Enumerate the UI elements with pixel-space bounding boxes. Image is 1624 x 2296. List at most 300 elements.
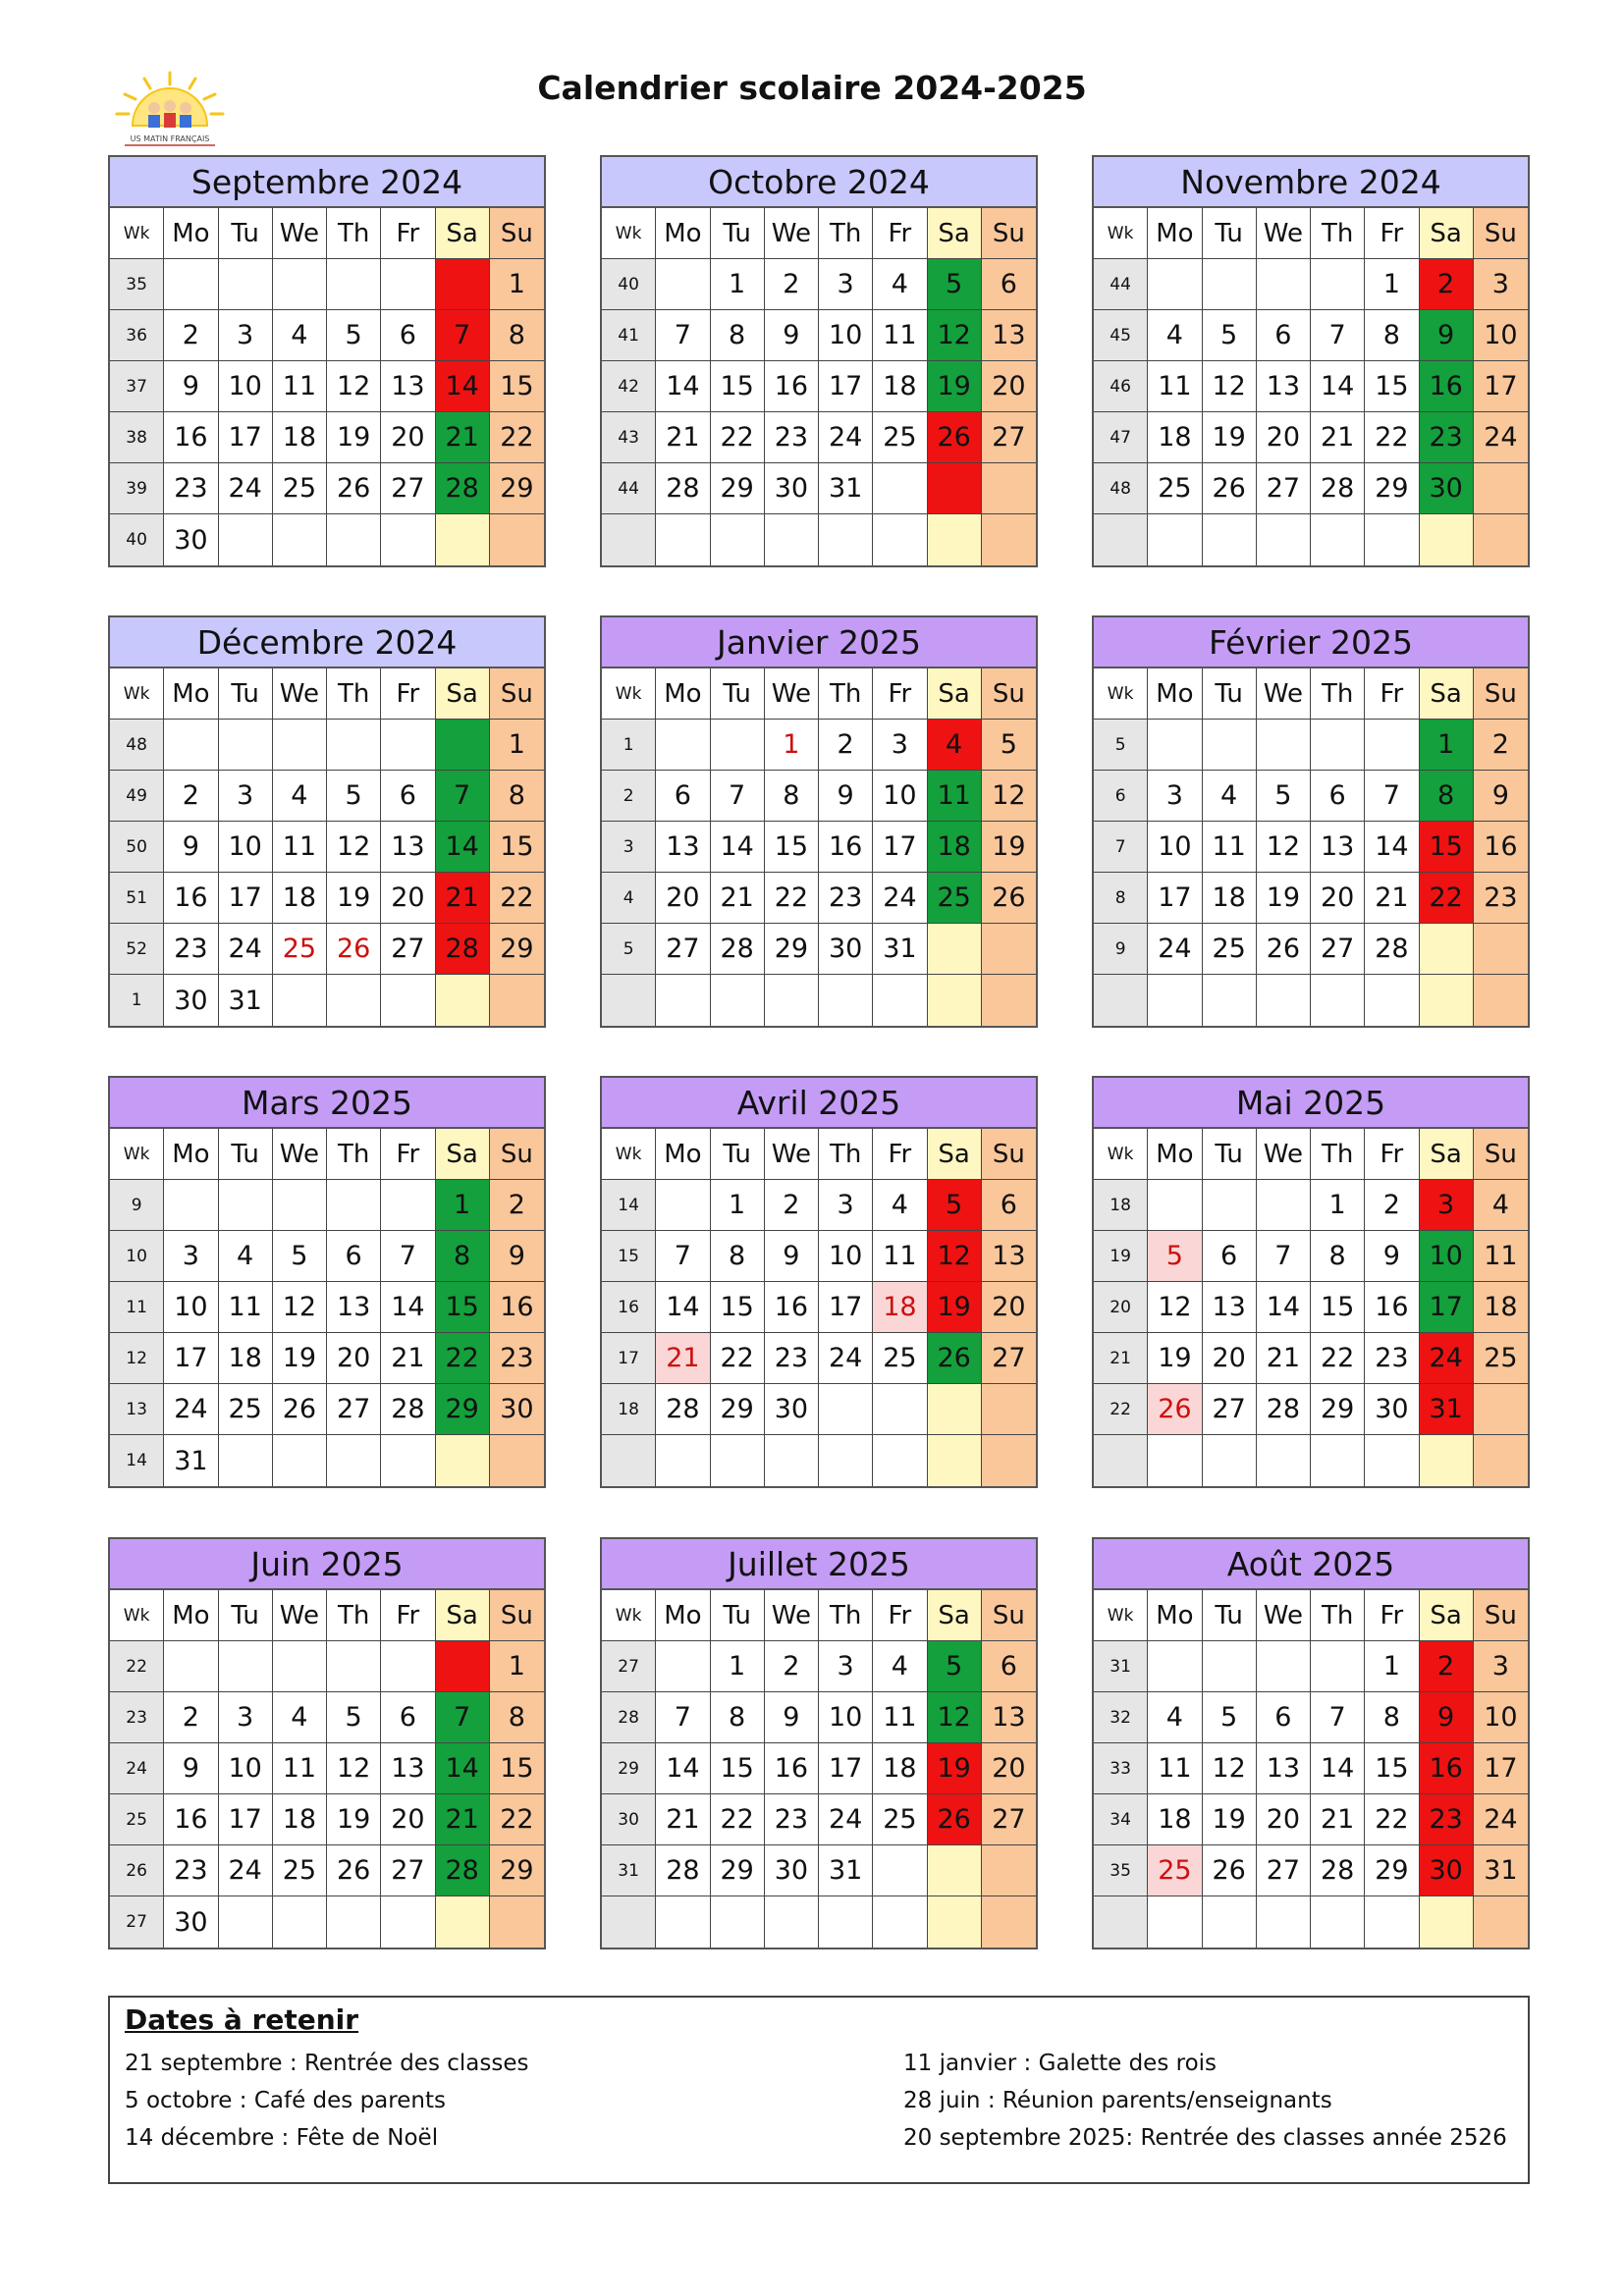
day-cell bbox=[873, 1435, 927, 1486]
day-cell: 18 bbox=[273, 412, 327, 463]
day-cell: 14 bbox=[1365, 822, 1419, 873]
day-cell: 20 bbox=[982, 361, 1036, 412]
week-number: 25 bbox=[110, 1794, 164, 1845]
day-cell: 30 bbox=[765, 1384, 819, 1435]
weekday-header: Su bbox=[490, 1590, 544, 1641]
weekday-header: Sa bbox=[928, 668, 982, 720]
month-calendar bbox=[1092, 155, 1530, 567]
date-item: 20 septembre 2025: Rentrée des classes année 2526 bbox=[903, 2125, 1507, 2151]
weekday-header: Wk bbox=[602, 1590, 656, 1641]
weekday-header: Sa bbox=[1420, 1590, 1474, 1641]
day-cell bbox=[1311, 1641, 1365, 1692]
day-cell: 4 bbox=[928, 720, 982, 771]
day-cell: 31 bbox=[1474, 1845, 1528, 1896]
weekday-header: Mo bbox=[164, 208, 218, 259]
day-cell: 15 bbox=[436, 1282, 490, 1333]
weekday-header: Mo bbox=[164, 668, 218, 720]
day-cell bbox=[1203, 514, 1257, 565]
day-cell bbox=[656, 975, 710, 1026]
day-cell: 1 bbox=[436, 1180, 490, 1231]
week-number bbox=[602, 514, 656, 565]
week-number: 14 bbox=[602, 1180, 656, 1231]
day-cell: 16 bbox=[164, 412, 218, 463]
day-cell: 10 bbox=[1474, 1692, 1528, 1743]
date-item: 21 septembre : Rentrée des classes bbox=[125, 2051, 529, 2076]
day-cell: 13 bbox=[982, 310, 1036, 361]
day-cell bbox=[436, 1896, 490, 1948]
day-cell bbox=[1474, 1896, 1528, 1948]
week-number: 44 bbox=[602, 463, 656, 514]
day-cell bbox=[873, 975, 927, 1026]
day-cell: 4 bbox=[873, 1641, 927, 1692]
week-number: 17 bbox=[602, 1333, 656, 1384]
day-cell: 9 bbox=[765, 1692, 819, 1743]
day-cell: 6 bbox=[982, 1180, 1036, 1231]
day-cell: 5 bbox=[928, 1641, 982, 1692]
day-cell: 26 bbox=[1203, 1845, 1257, 1896]
day-cell: 6 bbox=[381, 771, 435, 822]
day-cell: 22 bbox=[1365, 412, 1419, 463]
day-cell: 3 bbox=[219, 771, 273, 822]
day-cell: 24 bbox=[819, 412, 873, 463]
day-cell: 17 bbox=[219, 873, 273, 924]
day-cell: 17 bbox=[1474, 361, 1528, 412]
day-cell bbox=[327, 259, 381, 310]
day-cell: 25 bbox=[928, 873, 982, 924]
day-cell: 28 bbox=[656, 1384, 710, 1435]
month-calendar bbox=[108, 155, 546, 567]
day-cell bbox=[1257, 514, 1311, 565]
day-cell bbox=[656, 259, 710, 310]
day-cell: 25 bbox=[1203, 924, 1257, 975]
day-cell: 24 bbox=[164, 1384, 218, 1435]
day-cell bbox=[219, 514, 273, 565]
day-cell: 14 bbox=[1257, 1282, 1311, 1333]
day-cell: 18 bbox=[928, 822, 982, 873]
week-number: 45 bbox=[1094, 310, 1148, 361]
day-cell bbox=[1203, 1435, 1257, 1486]
day-cell: 22 bbox=[1311, 1333, 1365, 1384]
day-cell: 18 bbox=[873, 361, 927, 412]
week-number: 31 bbox=[1094, 1641, 1148, 1692]
day-cell: 20 bbox=[1257, 412, 1311, 463]
day-cell: 21 bbox=[381, 1333, 435, 1384]
day-cell bbox=[327, 1435, 381, 1486]
day-cell: 12 bbox=[1203, 1743, 1257, 1794]
weekday-header: We bbox=[765, 1129, 819, 1180]
weekday-header: Su bbox=[982, 668, 1036, 720]
day-cell: 3 bbox=[819, 1641, 873, 1692]
day-cell bbox=[327, 514, 381, 565]
day-cell: 23 bbox=[1420, 1794, 1474, 1845]
day-cell bbox=[273, 514, 327, 565]
day-cell bbox=[656, 720, 710, 771]
day-cell bbox=[381, 514, 435, 565]
day-cell: 13 bbox=[1203, 1282, 1257, 1333]
day-cell: 10 bbox=[219, 1743, 273, 1794]
day-cell: 3 bbox=[819, 1180, 873, 1231]
day-cell bbox=[273, 1435, 327, 1486]
week-number: 40 bbox=[602, 259, 656, 310]
day-cell: 5 bbox=[273, 1231, 327, 1282]
week-number: 1 bbox=[110, 975, 164, 1026]
day-cell bbox=[1148, 1641, 1202, 1692]
weekday-header: Wk bbox=[1094, 668, 1148, 720]
day-cell bbox=[1311, 1435, 1365, 1486]
day-cell: 28 bbox=[436, 463, 490, 514]
day-cell: 29 bbox=[490, 924, 544, 975]
day-cell: 6 bbox=[1311, 771, 1365, 822]
weekday-header: Wk bbox=[110, 668, 164, 720]
week-number: 52 bbox=[110, 924, 164, 975]
day-cell bbox=[873, 514, 927, 565]
day-cell bbox=[711, 975, 765, 1026]
day-cell bbox=[711, 514, 765, 565]
weekday-header: Sa bbox=[928, 208, 982, 259]
day-cell: 24 bbox=[1148, 924, 1202, 975]
day-cell bbox=[819, 975, 873, 1026]
day-cell bbox=[164, 720, 218, 771]
weekday-header: Mo bbox=[656, 1129, 710, 1180]
week-number: 32 bbox=[1094, 1692, 1148, 1743]
day-cell: 28 bbox=[1365, 924, 1419, 975]
day-cell: 23 bbox=[765, 412, 819, 463]
day-cell: 7 bbox=[436, 771, 490, 822]
day-cell: 23 bbox=[765, 1333, 819, 1384]
date-item: 5 octobre : Café des parents bbox=[125, 2088, 446, 2113]
week-number: 6 bbox=[1094, 771, 1148, 822]
week-number: 37 bbox=[110, 361, 164, 412]
day-cell: 15 bbox=[1365, 1743, 1419, 1794]
day-cell: 13 bbox=[982, 1692, 1036, 1743]
day-cell bbox=[873, 1845, 927, 1896]
day-cell: 30 bbox=[765, 463, 819, 514]
weekday-header: Fr bbox=[873, 668, 927, 720]
day-cell: 11 bbox=[1148, 361, 1202, 412]
day-cell bbox=[1365, 514, 1419, 565]
day-cell: 31 bbox=[819, 1845, 873, 1896]
day-cell bbox=[1257, 975, 1311, 1026]
day-cell bbox=[765, 1896, 819, 1948]
day-cell: 16 bbox=[1420, 361, 1474, 412]
day-cell: 13 bbox=[381, 1743, 435, 1794]
day-cell: 12 bbox=[327, 822, 381, 873]
day-cell bbox=[273, 1180, 327, 1231]
weekday-header: Tu bbox=[1203, 208, 1257, 259]
day-cell: 25 bbox=[1148, 1845, 1202, 1896]
day-cell bbox=[1203, 1896, 1257, 1948]
week-number: 50 bbox=[110, 822, 164, 873]
day-cell: 24 bbox=[219, 1845, 273, 1896]
week-number: 27 bbox=[110, 1896, 164, 1948]
weekday-header: Sa bbox=[436, 1129, 490, 1180]
day-cell: 4 bbox=[219, 1231, 273, 1282]
day-cell: 1 bbox=[711, 259, 765, 310]
month-title: Février 2025 bbox=[1094, 617, 1528, 668]
day-cell bbox=[1257, 1896, 1311, 1948]
day-cell: 28 bbox=[436, 924, 490, 975]
day-cell bbox=[1148, 1435, 1202, 1486]
day-cell bbox=[765, 1435, 819, 1486]
week-number: 35 bbox=[1094, 1845, 1148, 1896]
weekday-header: We bbox=[273, 208, 327, 259]
week-number bbox=[602, 1896, 656, 1948]
day-cell: 9 bbox=[1474, 771, 1528, 822]
day-cell: 19 bbox=[1257, 873, 1311, 924]
day-cell bbox=[327, 1896, 381, 1948]
day-cell: 5 bbox=[327, 1692, 381, 1743]
week-number: 47 bbox=[1094, 412, 1148, 463]
week-number: 33 bbox=[1094, 1743, 1148, 1794]
day-cell: 26 bbox=[982, 873, 1036, 924]
day-cell bbox=[1203, 259, 1257, 310]
day-cell bbox=[873, 1384, 927, 1435]
day-cell: 12 bbox=[928, 1692, 982, 1743]
day-cell bbox=[711, 720, 765, 771]
day-cell: 1 bbox=[1311, 1180, 1365, 1231]
day-cell: 10 bbox=[219, 361, 273, 412]
weekday-header: We bbox=[1257, 668, 1311, 720]
day-cell bbox=[982, 975, 1036, 1026]
day-cell: 26 bbox=[1148, 1384, 1202, 1435]
weekday-header: Mo bbox=[164, 1590, 218, 1641]
weekday-header: Sa bbox=[436, 208, 490, 259]
day-cell bbox=[490, 1435, 544, 1486]
day-cell: 26 bbox=[928, 1794, 982, 1845]
week-number: 9 bbox=[1094, 924, 1148, 975]
week-number: 9 bbox=[110, 1180, 164, 1231]
week-number: 1 bbox=[602, 720, 656, 771]
day-cell: 25 bbox=[873, 412, 927, 463]
day-cell bbox=[1203, 1641, 1257, 1692]
day-cell: 25 bbox=[273, 924, 327, 975]
day-cell: 24 bbox=[1474, 1794, 1528, 1845]
week-number: 22 bbox=[1094, 1384, 1148, 1435]
weekday-header: Tu bbox=[711, 1129, 765, 1180]
day-cell: 3 bbox=[873, 720, 927, 771]
day-cell bbox=[436, 975, 490, 1026]
day-cell bbox=[273, 720, 327, 771]
week-number: 18 bbox=[1094, 1180, 1148, 1231]
day-cell: 3 bbox=[219, 310, 273, 361]
day-cell: 26 bbox=[327, 1845, 381, 1896]
day-cell: 16 bbox=[1474, 822, 1528, 873]
day-cell: 17 bbox=[1148, 873, 1202, 924]
day-cell: 16 bbox=[765, 1282, 819, 1333]
day-cell: 17 bbox=[164, 1333, 218, 1384]
week-number bbox=[1094, 514, 1148, 565]
weekday-header: Su bbox=[982, 1590, 1036, 1641]
weekday-header: Fr bbox=[873, 208, 927, 259]
weekday-header: Th bbox=[1311, 208, 1365, 259]
day-cell bbox=[1148, 514, 1202, 565]
day-cell: 4 bbox=[873, 259, 927, 310]
day-cell: 20 bbox=[327, 1333, 381, 1384]
weekday-header: Su bbox=[1474, 208, 1528, 259]
weekday-header: We bbox=[765, 668, 819, 720]
weekday-header: Th bbox=[1311, 1590, 1365, 1641]
day-cell: 4 bbox=[1148, 310, 1202, 361]
day-cell: 24 bbox=[873, 873, 927, 924]
day-cell: 1 bbox=[1365, 1641, 1419, 1692]
week-number: 51 bbox=[110, 873, 164, 924]
day-cell: 2 bbox=[1420, 1641, 1474, 1692]
day-cell bbox=[1474, 924, 1528, 975]
day-cell bbox=[327, 720, 381, 771]
week-number: 19 bbox=[1094, 1231, 1148, 1282]
day-cell: 29 bbox=[711, 1845, 765, 1896]
day-cell bbox=[656, 1641, 710, 1692]
day-cell: 12 bbox=[327, 1743, 381, 1794]
day-cell: 15 bbox=[1420, 822, 1474, 873]
weekday-header: Mo bbox=[164, 1129, 218, 1180]
day-cell: 19 bbox=[327, 412, 381, 463]
day-cell bbox=[327, 1180, 381, 1231]
day-cell bbox=[381, 1641, 435, 1692]
day-cell: 9 bbox=[164, 361, 218, 412]
day-cell: 2 bbox=[1420, 259, 1474, 310]
day-cell bbox=[1257, 720, 1311, 771]
weekday-header: Wk bbox=[1094, 1590, 1148, 1641]
day-cell: 21 bbox=[1311, 412, 1365, 463]
day-cell bbox=[436, 1641, 490, 1692]
day-cell: 21 bbox=[711, 873, 765, 924]
day-cell bbox=[1311, 1896, 1365, 1948]
day-cell: 3 bbox=[1474, 1641, 1528, 1692]
week-number: 7 bbox=[1094, 822, 1148, 873]
day-cell: 19 bbox=[928, 361, 982, 412]
day-cell: 2 bbox=[765, 1641, 819, 1692]
day-cell: 29 bbox=[765, 924, 819, 975]
weekday-header: Fr bbox=[873, 1129, 927, 1180]
day-cell: 9 bbox=[1420, 310, 1474, 361]
day-cell: 17 bbox=[819, 1282, 873, 1333]
weekday-header: Sa bbox=[436, 1590, 490, 1641]
week-number: 43 bbox=[602, 412, 656, 463]
week-number: 13 bbox=[110, 1384, 164, 1435]
weekday-header: Fr bbox=[381, 668, 435, 720]
day-cell: 6 bbox=[1257, 310, 1311, 361]
day-cell: 11 bbox=[873, 310, 927, 361]
weekday-header: We bbox=[273, 668, 327, 720]
day-cell: 16 bbox=[1365, 1282, 1419, 1333]
day-cell: 12 bbox=[1257, 822, 1311, 873]
day-cell bbox=[1474, 1384, 1528, 1435]
day-cell: 8 bbox=[1365, 310, 1419, 361]
day-cell: 20 bbox=[982, 1282, 1036, 1333]
weekday-header: Su bbox=[490, 668, 544, 720]
day-cell: 18 bbox=[1148, 412, 1202, 463]
day-cell: 23 bbox=[490, 1333, 544, 1384]
day-cell: 30 bbox=[819, 924, 873, 975]
day-cell: 27 bbox=[982, 1333, 1036, 1384]
day-cell: 23 bbox=[164, 463, 218, 514]
day-cell: 27 bbox=[1257, 1845, 1311, 1896]
day-cell: 20 bbox=[656, 873, 710, 924]
day-cell: 23 bbox=[164, 924, 218, 975]
day-cell: 20 bbox=[381, 873, 435, 924]
day-cell: 4 bbox=[1203, 771, 1257, 822]
day-cell: 5 bbox=[1203, 1692, 1257, 1743]
weekday-header: Mo bbox=[656, 1590, 710, 1641]
day-cell: 4 bbox=[273, 310, 327, 361]
day-cell: 19 bbox=[1203, 412, 1257, 463]
day-cell: 11 bbox=[1203, 822, 1257, 873]
weekday-header: Su bbox=[490, 208, 544, 259]
day-cell: 10 bbox=[219, 822, 273, 873]
day-cell: 5 bbox=[1203, 310, 1257, 361]
day-cell: 28 bbox=[656, 1845, 710, 1896]
weekday-header: Mo bbox=[1148, 1129, 1202, 1180]
day-cell bbox=[982, 463, 1036, 514]
day-cell: 19 bbox=[1203, 1794, 1257, 1845]
week-number: 49 bbox=[110, 771, 164, 822]
week-number: 27 bbox=[602, 1641, 656, 1692]
weekday-header: Wk bbox=[1094, 208, 1148, 259]
weekday-header: Su bbox=[490, 1129, 544, 1180]
day-cell bbox=[1365, 1435, 1419, 1486]
day-cell: 5 bbox=[327, 310, 381, 361]
day-cell: 28 bbox=[436, 1845, 490, 1896]
day-cell: 6 bbox=[656, 771, 710, 822]
day-cell bbox=[1474, 1435, 1528, 1486]
day-cell: 9 bbox=[765, 1231, 819, 1282]
day-cell bbox=[219, 1896, 273, 1948]
day-cell: 6 bbox=[982, 1641, 1036, 1692]
day-cell: 24 bbox=[1420, 1333, 1474, 1384]
day-cell bbox=[219, 1435, 273, 1486]
week-number: 31 bbox=[602, 1845, 656, 1896]
day-cell bbox=[1474, 463, 1528, 514]
month-title: Novembre 2024 bbox=[1094, 157, 1528, 208]
day-cell: 18 bbox=[1203, 873, 1257, 924]
weekday-header: Fr bbox=[381, 208, 435, 259]
day-cell: 1 bbox=[711, 1641, 765, 1692]
day-cell: 25 bbox=[873, 1333, 927, 1384]
day-cell: 7 bbox=[656, 1231, 710, 1282]
week-number: 18 bbox=[602, 1384, 656, 1435]
day-cell: 23 bbox=[1474, 873, 1528, 924]
day-cell: 9 bbox=[490, 1231, 544, 1282]
day-cell bbox=[1365, 1896, 1419, 1948]
day-cell: 10 bbox=[873, 771, 927, 822]
day-cell: 9 bbox=[164, 822, 218, 873]
weekday-header: Fr bbox=[1365, 668, 1419, 720]
day-cell: 22 bbox=[490, 873, 544, 924]
weekday-header: Mo bbox=[1148, 208, 1202, 259]
weekday-header: Tu bbox=[711, 208, 765, 259]
weekday-header: Th bbox=[819, 1129, 873, 1180]
weekday-header: Mo bbox=[656, 668, 710, 720]
day-cell: 8 bbox=[436, 1231, 490, 1282]
week-number: 5 bbox=[1094, 720, 1148, 771]
day-cell: 11 bbox=[1474, 1231, 1528, 1282]
day-cell: 19 bbox=[928, 1282, 982, 1333]
day-cell: 8 bbox=[711, 310, 765, 361]
day-cell bbox=[327, 975, 381, 1026]
day-cell: 7 bbox=[436, 310, 490, 361]
day-cell: 17 bbox=[1420, 1282, 1474, 1333]
day-cell: 8 bbox=[490, 310, 544, 361]
week-number: 15 bbox=[602, 1231, 656, 1282]
day-cell: 6 bbox=[1203, 1231, 1257, 1282]
day-cell: 24 bbox=[819, 1794, 873, 1845]
day-cell: 28 bbox=[1311, 1845, 1365, 1896]
day-cell bbox=[1148, 259, 1202, 310]
week-number: 48 bbox=[110, 720, 164, 771]
day-cell bbox=[982, 1435, 1036, 1486]
day-cell: 8 bbox=[1365, 1692, 1419, 1743]
